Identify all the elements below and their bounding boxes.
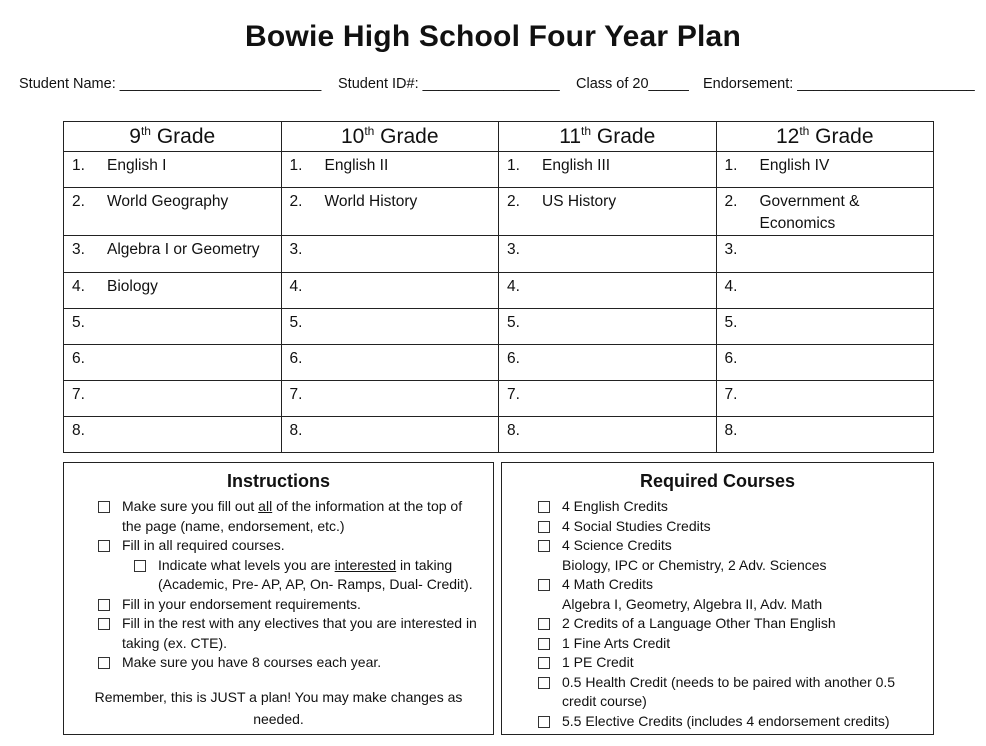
required-courses-heading: Required Courses xyxy=(639,471,796,491)
course-slot-cell[interactable] xyxy=(281,345,499,381)
required-courses-list xyxy=(502,497,933,731)
instruction-text xyxy=(122,653,485,673)
checkbox-icon[interactable] xyxy=(98,657,110,669)
course-name xyxy=(542,239,716,261)
course-name xyxy=(542,420,716,442)
course-name: English III xyxy=(542,157,611,174)
required-course-item xyxy=(502,673,933,712)
course-slot-number: 4. xyxy=(507,278,520,295)
course-name: World History xyxy=(324,193,418,210)
course-slot-cell[interactable] xyxy=(716,417,934,453)
course-slot-number: 7. xyxy=(507,386,520,403)
course-slot-number: 8. xyxy=(507,422,520,439)
course-slot-cell[interactable] xyxy=(716,273,934,309)
instruction-text xyxy=(158,556,485,595)
course-name xyxy=(760,348,934,370)
emphasized-word: all xyxy=(258,498,273,514)
instruction-item xyxy=(64,556,493,595)
required-course-text: 2 Credits of a Language Other Than English xyxy=(562,615,836,631)
course-slot-cell[interactable] xyxy=(716,236,934,273)
course-slot-number: 2. xyxy=(72,193,85,210)
checkbox-icon[interactable] xyxy=(538,618,550,630)
page-title: Bowie High School Four Year Plan xyxy=(245,20,741,53)
instructions-note: Remember, this is JUST a plan! You may make changes as needed. xyxy=(94,688,463,727)
course-name xyxy=(325,420,499,442)
course-name: English II xyxy=(324,157,389,174)
course-slot-number: 3. xyxy=(72,241,85,258)
required-course-item xyxy=(502,536,933,575)
course-slot-number: 8. xyxy=(724,422,738,439)
required-course-item xyxy=(502,517,933,537)
course-slot-number: 5. xyxy=(507,314,520,331)
class-of-field[interactable]: Class of 20_____ xyxy=(576,76,689,92)
instruction-item xyxy=(64,536,493,556)
course-slot-cell[interactable] xyxy=(716,309,934,345)
course-name: World Geography xyxy=(107,193,229,210)
instruction-item xyxy=(64,614,493,653)
checkbox-icon[interactable] xyxy=(538,716,550,728)
table-row xyxy=(64,152,934,188)
course-slot-number: 5. xyxy=(72,314,85,331)
course-slot-number: 1. xyxy=(724,157,738,174)
course-slot-cell[interactable] xyxy=(64,417,282,453)
course-slot-number: 5. xyxy=(724,314,738,331)
course-name xyxy=(760,312,934,334)
course-name xyxy=(325,276,499,298)
course-slot-cell[interactable] xyxy=(499,309,717,345)
instruction-text-part: Make sure you have 8 courses each year. xyxy=(122,654,382,670)
instruction-text-part: in taking (Academic, Pre- AP, AP, On- Ramps, Dual- Credit). xyxy=(158,556,473,592)
instructions-list xyxy=(64,497,493,673)
instruction-text-part: Make sure you fill out xyxy=(122,498,259,514)
checkbox-icon[interactable] xyxy=(538,638,550,650)
instructions-heading: Instructions xyxy=(226,471,330,491)
course-slot-cell[interactable] xyxy=(64,345,282,381)
required-course-text: 4 Science Credits xyxy=(562,537,672,553)
endorsement-field[interactable]: Endorsement: ______________________ xyxy=(703,76,975,92)
table-row xyxy=(64,417,934,453)
course-slot-cell[interactable] xyxy=(499,381,717,417)
checkbox-icon[interactable] xyxy=(538,657,550,669)
course-slot-number: 1. xyxy=(72,157,85,174)
course-slot-cell[interactable] xyxy=(716,188,934,236)
course-slot-cell[interactable] xyxy=(716,381,934,417)
checkbox-icon[interactable] xyxy=(98,618,110,630)
grade-10-header: 10th Grade xyxy=(281,122,499,152)
checkbox-icon[interactable] xyxy=(538,677,550,689)
student-name-field[interactable]: Student Name: _________________________ xyxy=(19,76,322,92)
course-slot-number: 1. xyxy=(507,157,520,174)
table-row xyxy=(64,345,934,381)
course-slot-number: 4. xyxy=(72,278,85,295)
course-slot-number: 3. xyxy=(724,241,738,258)
checkbox-icon[interactable] xyxy=(98,540,110,552)
course-slot-number: 4. xyxy=(289,278,303,295)
course-slot-cell[interactable] xyxy=(499,152,717,188)
emphasized-word: interested xyxy=(334,556,397,573)
grade-9-header: 9th Grade xyxy=(64,122,282,152)
course-name xyxy=(107,384,281,406)
course-slot-number: 6. xyxy=(507,350,520,367)
instruction-text-part: Fill in the rest with any electives that you are interested in taking (ex. CTE). xyxy=(122,615,477,651)
required-course-text: 1 PE Credit xyxy=(562,654,634,670)
course-name: Government & Economics xyxy=(759,193,860,232)
checkbox-icon[interactable] xyxy=(538,579,550,591)
course-slot-cell[interactable] xyxy=(64,152,282,188)
course-name: Biology xyxy=(107,278,158,295)
course-name: Algebra I or Geometry xyxy=(107,241,260,258)
instruction-text xyxy=(122,536,485,556)
course-slot-number: 3. xyxy=(507,241,520,258)
course-slot-number: 6. xyxy=(724,350,738,367)
course-slot-number: 2. xyxy=(507,193,520,210)
required-course-item xyxy=(502,614,933,634)
course-slot-cell[interactable] xyxy=(281,152,499,188)
course-slot-number: 8. xyxy=(72,422,85,439)
instruction-text-part: of the information at the top of the page (name, endorsement, etc.) xyxy=(122,498,463,534)
table-row xyxy=(64,309,934,345)
course-slot-cell[interactable] xyxy=(499,188,717,236)
course-slot-cell[interactable] xyxy=(281,273,499,309)
course-slot-number: 5. xyxy=(289,314,303,331)
course-slot-number: 7. xyxy=(72,386,85,403)
course-slot-cell[interactable] xyxy=(499,417,717,453)
instruction-item xyxy=(64,595,493,615)
grade-header-row xyxy=(64,122,934,152)
course-slot-cell[interactable] xyxy=(281,417,499,453)
table-row xyxy=(64,273,934,309)
required-course-text: 4 Social Studies Credits xyxy=(562,517,711,534)
course-name xyxy=(107,348,281,370)
course-name: English IV xyxy=(759,157,830,174)
instruction-item xyxy=(64,497,493,536)
instruction-text xyxy=(122,497,485,536)
instruction-text xyxy=(122,614,485,653)
course-slot-cell[interactable] xyxy=(64,309,282,345)
required-course-text: 5.5 Elective Credits (includes 4 endorsement credits) xyxy=(562,712,890,729)
course-slot-number: 2. xyxy=(289,193,303,210)
table-row xyxy=(64,188,934,236)
four-year-plan-table xyxy=(63,121,934,453)
checkbox-icon[interactable] xyxy=(538,540,550,552)
course-slot-cell[interactable] xyxy=(499,236,717,273)
instruction-text xyxy=(122,595,485,615)
course-slot-number: 2. xyxy=(724,193,738,210)
course-name: US History xyxy=(542,193,617,210)
course-slot-number: 4. xyxy=(724,278,738,295)
required-course-item xyxy=(502,653,933,673)
course-slot-cell[interactable] xyxy=(499,273,717,309)
course-name xyxy=(325,348,499,370)
checkbox-icon[interactable] xyxy=(98,599,110,611)
checkbox-icon[interactable] xyxy=(538,521,550,533)
required-course-item xyxy=(502,634,933,654)
required-course-item xyxy=(502,497,933,517)
required-course-text: 1 Fine Arts Credit xyxy=(562,634,671,651)
instruction-text-part: Fill in your endorsement requirements. xyxy=(122,595,361,612)
course-name xyxy=(542,348,716,370)
required-course-detail: Algebra I, Geometry, Algebra II, Adv. Math xyxy=(562,595,823,612)
course-slot-number: 8. xyxy=(289,422,303,439)
course-slot-number: 7. xyxy=(289,386,303,403)
course-name xyxy=(325,239,499,261)
course-slot-cell[interactable] xyxy=(64,273,282,309)
course-slot-cell[interactable] xyxy=(281,381,499,417)
course-slot-cell[interactable] xyxy=(64,381,282,417)
instruction-item xyxy=(64,653,493,673)
table-row xyxy=(64,381,934,417)
checkbox-icon[interactable] xyxy=(538,501,550,513)
checkbox-icon[interactable] xyxy=(134,560,146,572)
required-course-item xyxy=(502,575,933,614)
course-slot-cell[interactable] xyxy=(499,345,717,381)
course-name xyxy=(107,312,281,334)
course-slot-number: 1. xyxy=(289,157,303,174)
course-name xyxy=(760,420,934,442)
course-name xyxy=(760,239,934,261)
course-slot-cell[interactable] xyxy=(716,152,934,188)
grade-12-header: 12th Grade xyxy=(716,122,934,152)
student-id-field[interactable]: Student ID#: _________________ xyxy=(338,76,560,92)
required-courses-box xyxy=(501,462,934,735)
required-course-text: 0.5 Health Credit (needs to be paired with another 0.5 credit course) xyxy=(562,673,896,709)
course-slot-cell[interactable] xyxy=(716,345,934,381)
instruction-text-part: Indicate what levels you are xyxy=(158,556,335,573)
course-slot-number: 7. xyxy=(724,386,738,403)
course-name xyxy=(325,384,499,406)
instruction-text-part: Fill in all required courses. xyxy=(122,537,285,553)
course-name xyxy=(760,384,934,406)
course-name xyxy=(760,276,934,298)
course-slot-cell[interactable] xyxy=(281,309,499,345)
required-course-item xyxy=(502,712,933,732)
course-slot-number: 6. xyxy=(72,350,85,367)
course-name xyxy=(542,312,716,334)
course-slot-number: 6. xyxy=(289,350,303,367)
course-name xyxy=(107,420,281,442)
course-slot-cell[interactable] xyxy=(64,188,282,236)
required-course-text: 4 English Credits xyxy=(562,498,668,514)
instructions-box xyxy=(63,462,494,735)
course-slot-cell[interactable] xyxy=(281,188,499,236)
required-course-detail: Biology, IPC or Chemistry, 2 Adv. Sciences xyxy=(562,556,827,573)
course-name xyxy=(542,384,716,406)
course-slot-cell[interactable] xyxy=(64,236,282,273)
grade-11-header: 11th Grade xyxy=(499,122,717,152)
checkbox-icon[interactable] xyxy=(98,501,110,513)
required-course-text: 4 Math Credits xyxy=(562,576,654,592)
table-row xyxy=(64,236,934,273)
course-slot-cell[interactable] xyxy=(281,236,499,273)
course-name xyxy=(542,276,716,298)
course-slot-number: 3. xyxy=(289,241,303,258)
course-name xyxy=(325,312,499,334)
course-name: English I xyxy=(107,157,167,174)
